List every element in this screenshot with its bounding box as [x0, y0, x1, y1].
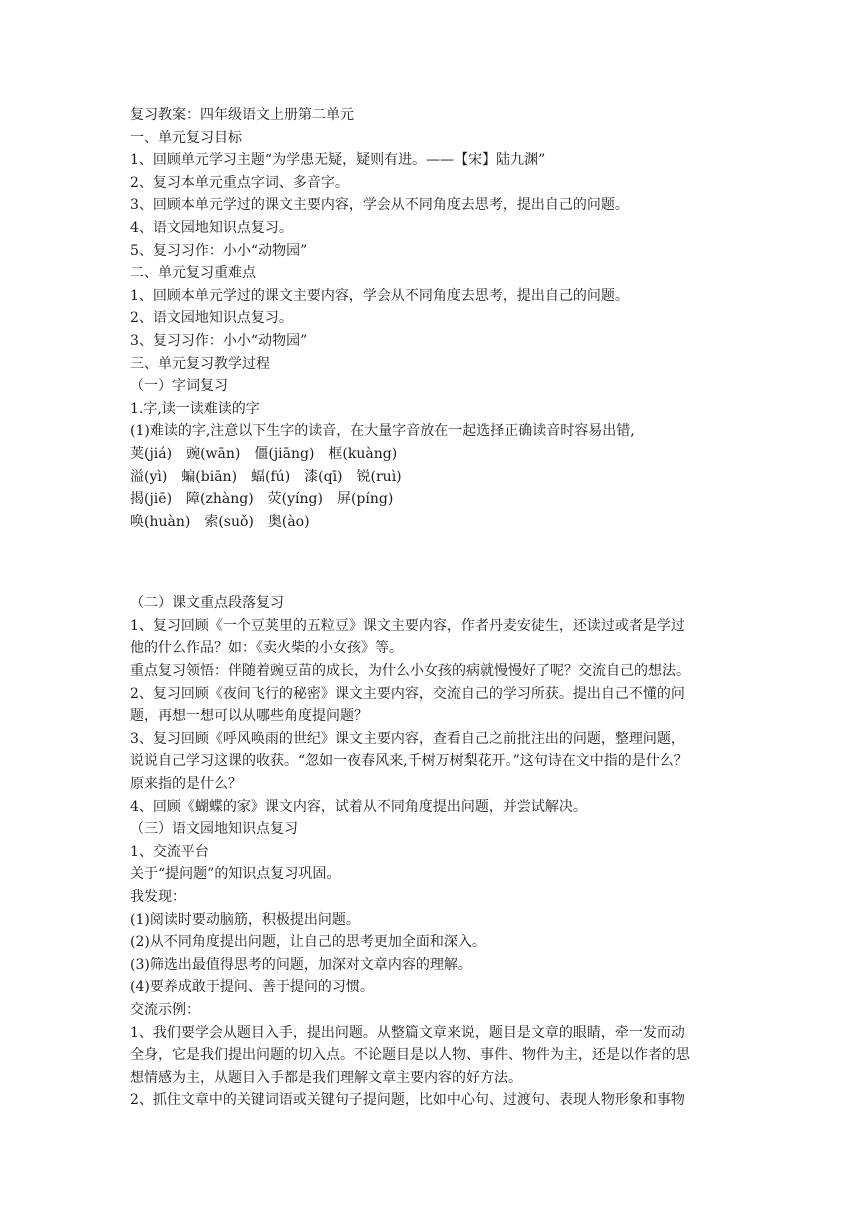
text-line: 4、回顾《蝴蝶的家》课文内容，试着从不同角度提出问题，并尝试解决。 — [130, 798, 587, 815]
text-line: 2、复习本单元重点字词、多音字。 — [130, 174, 349, 191]
text-line: 复习教案：四年级语文上册第二单元 — [130, 107, 354, 123]
text-line: (1)阅读时要动脑筋，积极提出问题。 — [130, 911, 360, 928]
text-line: 三、单元复习教学过程 — [130, 355, 270, 372]
text-line: 3、复习回顾《呼风唤雨的世纪》课文主要内容，查看自己之前批注出的问题，整理问题， — [130, 730, 685, 747]
text-line: 1.字,读一读难读的字 — [130, 400, 260, 417]
text-line: 1、回顾本单元学过的课文主要内容，学会从不同角度去思考，提出自己的问题。 — [130, 287, 629, 304]
text-line: (2)从不同角度提出问题，让自己的思考更加全面和深入。 — [130, 934, 486, 951]
text-line: (1)难读的字,注意以下生字的读音，在大量字音放在一起选择正确读音时容易出错, — [130, 423, 635, 440]
text-line: 荚(jiá) 豌(wān) 僵(jiāng) 框(kuàng) — [130, 445, 398, 462]
text-line: 1、交流平台 — [130, 843, 209, 860]
text-line: 4、语文园地知识点复习。 — [130, 219, 293, 236]
text-line: 3、复习习作：小小“动物园” — [130, 332, 308, 349]
text-block-top — [130, 104, 740, 533]
text-line: 原来指的是什么？ — [130, 776, 242, 793]
text-line: 揭(jiē) 障(zhàng) 荧(yíng) 屏(píng) — [130, 491, 394, 508]
text-line: 想情感为主，从题目入手都是我们理解文章主要内容的好方法。 — [130, 1069, 522, 1086]
text-line: 一、单元复习目标 — [130, 129, 242, 146]
text-line: 5、复习习作：小小“动物园” — [130, 242, 308, 259]
text-line: 我发现： — [130, 889, 186, 905]
text-line: 2、复习回顾《夜间飞行的秘密》课文主要内容，交流自己的学习所获。提出自己不懂的问 — [130, 685, 685, 702]
text-line: （二）课文重点段落复习 — [130, 595, 284, 612]
text-line: (3)筛选出最值得思考的问题，加深对文章内容的理解。 — [130, 956, 472, 973]
text-line: 交流示例： — [130, 1001, 200, 1018]
blank-space — [130, 533, 740, 592]
text-line: 2、语文园地知识点复习。 — [130, 310, 293, 327]
text-block-bottom — [130, 592, 740, 1112]
text-line: 1、复习回顾《一个豆荚里的五粒豆》课文主要内容，作者丹麦安徒生，还读过或者是学过 — [130, 617, 685, 634]
text-line: 说说自己学习这课的收获。“忽如一夜春风来,千树万树梨花开。”这句诗在文中指的是什么？ — [130, 753, 688, 770]
text-line: 全身，它是我们提出问题的切入点。不论题目是以人物、事件、物件为主，还是以作者的思 — [130, 1047, 690, 1064]
text-line: 关于“提问题”的知识点复习巩固。 — [130, 866, 341, 883]
text-line: 重点复习领悟：伴随着豌豆苗的成长，为什么小女孩的病就慢慢好了呢？交流自己的想法。 — [130, 663, 690, 680]
text-line: 1、我们要学会从题目入手，提出问题。从整篇文章来说，题目是文章的眼睛，牵一发而动 — [130, 1024, 685, 1041]
text-line: 题，再想一想可以从哪些角度提问题？ — [130, 708, 368, 725]
text-line: （三）语文园地知识点复习 — [130, 821, 298, 838]
text-line: 他的什么作品？如：《卖火柴的小女孩》等。 — [130, 640, 403, 657]
text-line: 3、回顾本单元学过的课文主要内容，学会从不同角度去思考，提出自己的问题。 — [130, 197, 629, 214]
text-line: 二、单元复习重难点 — [130, 265, 256, 282]
text-line: 溢(yì) 蝙(biān) 蝠(fú) 漆(qī) 锐(ruì) — [130, 468, 402, 485]
document-page — [130, 104, 740, 1112]
text-line: 唤(huàn) 索(suǒ) 奥(ào) — [130, 513, 310, 530]
text-line: 1、回顾单元学习主题“为学患无疑，疑则有进。——【宋】陆九渊” — [130, 152, 546, 169]
text-line: 2、抓住文章中的关键词语或关键句子提问题，比如中心句、过渡句、表现人物形象和事物 — [130, 1092, 685, 1109]
text-line: (4)要养成敢于提问、善于提问的习惯。 — [130, 979, 374, 996]
text-line: （一）字词复习 — [130, 378, 228, 395]
